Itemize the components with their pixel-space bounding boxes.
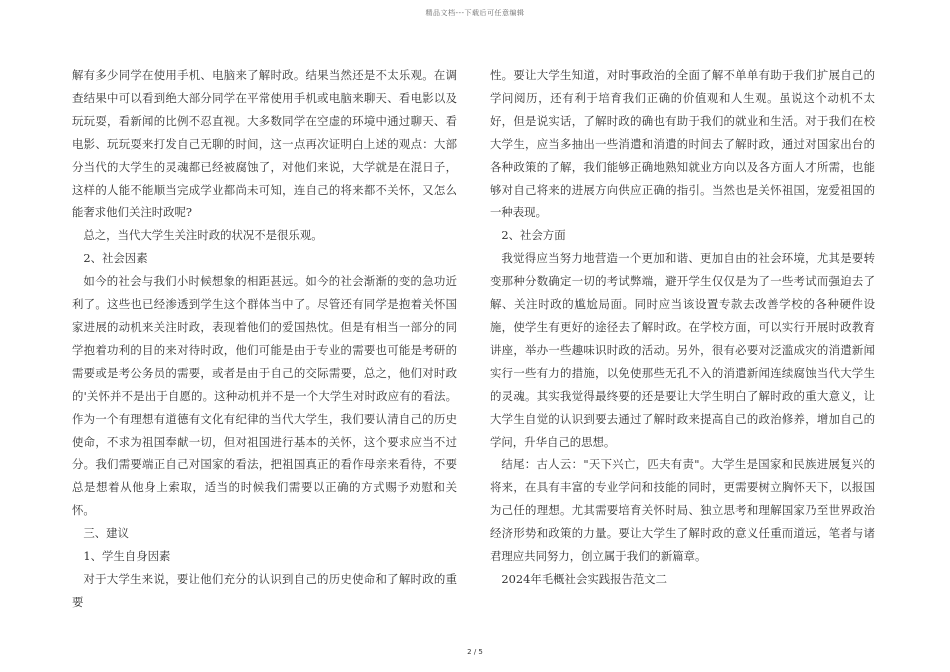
page-number: 2 / 5 — [467, 648, 483, 656]
section-heading: 2、社会因素 — [83, 251, 148, 266]
left-column — [72, 64, 457, 614]
page-header: 精品文档---下载后可任意编辑 — [425, 9, 525, 17]
section-heading: 三、建议 — [83, 526, 129, 541]
paragraph: 解有多少同学在使用手机、电脑来了解时政。结果当然还是不太乐观。在调查结果中可以看到绝大部分同学在平常使用手机或电脑来聊天、看电影以及玩玩耍，看新闻的比例不忍直视。大多数同学在空虚的环境中通过聊天、看电影、玩玩耍来打发自己无聊的时间，这一点再次证明白上述的观点：大部分当代的大学生的灵魂都已经被腐蚀了，对他们来说，大学就是在混日子，这样的人能不能顺当完成学业都尚未可知，连自己的将来都不关怀，又怎么能奢求他们关注时政呢? — [72, 68, 457, 220]
section-heading: 2024年毛概社会实践报告范文二 — [501, 571, 668, 586]
right-column — [490, 64, 875, 591]
section-heading: 2、社会方面 — [501, 228, 566, 243]
paragraph: 结尾：古人云："天下兴亡，匹夫有责"。大学生是国家和民族进展复兴的将来，在具有丰富的专业学问和技能的同时，更需要树立胸怀天下，以报国为己任的理想。尤其需要培育关怀时局、独立思考和理解国家乃至世界政治经济形势和政策的力量。要让大学生了解时政的意义任重而道远，笔者与诸君理应共同努力，创立属于我们的新篇章。 — [490, 457, 875, 564]
paragraph: 如今的社会与我们小时候想象的相距甚远。如今的社会渐渐的变的急功近利了。这些也已经渗透到学生这个群体当中了。尽管还有同学是抱着关怀国家进展的动机来关注时政，表现着他们的爱国热忱。但是有相当一部分的同学抱着功利的目的来对待时政，他们可能是由于专业的需要也可能是考研的需要或是考公务员的需要，或者是由于自己的交际需要，总之，他们对时政的'关怀并不是出于自愿的。这种动机并不是一个大学生对时政应有的看法。作为一个有理想有道德有文化有纪律的当代大学生，我们要认清自己的历史使命，不求为祖国奉献一切，但对祖国进行基本的关怀，这个要求应当不过分。我们需要端正自己对国家的看法，把祖国真正的看作母亲来看待，不要总是想着从他身上索取，适当的时候我们需要以正确的方式赐予劝慰和关怀。 — [72, 274, 457, 518]
paragraph: 对于大学生来说，要让他们充分的认识到自己的历史使命和了解时政的重要 — [72, 571, 457, 609]
paragraph: 我觉得应当努力地营造一个更加和谐、更加自由的社会环境，尤其是要转变那种分数确定一切的考试弊端，避开学生仅仅是为了一些考试而强迫去了解、关注时政的尴尬局面。同时应当该设置专款去改善学校的各种硬件设施，使学生有更好的途径去了解时政。在学校方面，可以实行开展时政教育讲座，举办一些趣味识时政的活动。另外，很有必要对泛滥成灾的消遣新闻实行一些有力的措施，以免使那些无孔不入的消遣新闻连续腐蚀当代大学生的灵魂。其实我觉得最终要的还是要让大学生明白了解时政的重大意义，让大学生自觉的认识到要去通过了解时政来提高自己的政治修养，增加自己的学问，升华自己的思想。 — [490, 251, 875, 449]
paragraph: 总之，当代大学生关注时政的状况不是很乐观。 — [83, 228, 323, 243]
section-heading: 1、学生自身因素 — [83, 549, 171, 564]
paragraph: 性。要让大学生知道，对时事政治的全面了解不单单有助于我们扩展自己的学问阅历，还有利于培育我们正确的价值观和人生观。虽说这个动机不太好，但是说实话，了解时政的确也有助于我们的就业和生活。对于我们在校大学生，应当多抽出一些消遣和消遣的时间去了解时政，通过对国家出台的各种政策的了解，我们能够正确地熟知就业方向以及各方面人才所需，也能够对自己将来的进展方向供应正确的指引。当然也是关怀祖国，宠爱祖国的一种表现。 — [490, 68, 875, 220]
